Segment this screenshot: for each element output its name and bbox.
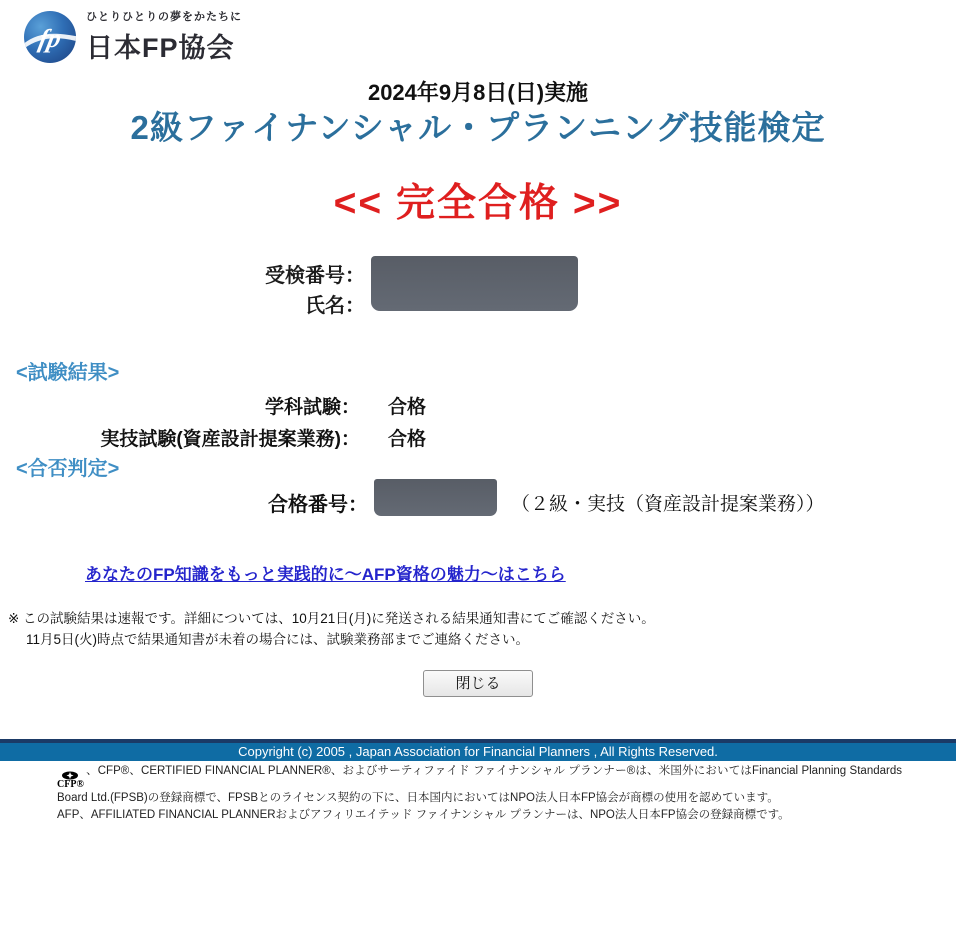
disclaimer-line1: 、CFP®、CERTIFIED FINANCIAL PLANNER®、およびサーティファイド ファイナンシャル プランナー®は、米国外においてはFinancial Planning Standards Board Ltd.(FPSB)の登録商標で、FPSBとのライセンス契約の下に、日本国内においてはNPO法人日本FP協会が商標の使用を認めています。 [57, 765, 902, 804]
practical-exam-result: 合格 [388, 429, 427, 450]
practical-exam-label: 実技試験(資産設計提案業務)： [100, 429, 360, 450]
written-exam-label: 学科試験： [264, 397, 360, 418]
close-button[interactable]: 閉じる [423, 670, 533, 697]
exam-title: 2級ファイナンシャル・プランニング技能検定 [130, 109, 826, 146]
exam-number-label: 受検番号： [265, 265, 365, 287]
logo-text [86, 8, 242, 65]
notice-line1: ※ この試験結果は速報です。詳細については、10月21日(月)に発送される結果通知書にてご確認ください。 [8, 611, 655, 626]
notice-line2: 11月5日(火)時点で結果通知書が未着の場合には、試験業務部までご連絡ください。 [26, 632, 530, 647]
pass-number-note: （２級・実技（資産設計提案業務）） [511, 494, 825, 515]
afp-info-link[interactable]: あなたのFP知識をもっと実践的に～AFP資格の魅力～はこちら [85, 565, 566, 584]
section-pass-judgement: <合否判定> [16, 458, 120, 480]
pass-number-label: 合格番号： [268, 494, 368, 516]
written-exam-result: 合格 [388, 397, 427, 418]
identity-redaction-box [371, 256, 578, 311]
org-name: 日本FP協会 [86, 33, 235, 63]
fp-globe-icon [24, 11, 76, 63]
disclaimer-line2: AFP、AFFILIATED FINANCIAL PLANNERおよびアフィリエイテッド ファイナンシャル プランナーは、NPO法人日本FP協会の登録商標です。 [57, 809, 790, 821]
cfp-logo-icon [57, 771, 84, 790]
logo-tagline: ひとりひとりの夢をかたちに [86, 11, 242, 23]
footer-bar [0, 739, 956, 761]
notice-text [8, 608, 655, 650]
trademark-disclaimer [57, 763, 902, 824]
copyright-text: Copyright (c) 2005 , Japan Association for Financial Planners , All Rights Reserved. [0, 743, 956, 761]
pass-banner: << 完全合格 >> [333, 182, 623, 225]
cfp-mark-text: CFP® [57, 779, 84, 790]
org-logo [24, 8, 242, 65]
pass-number-redaction-box [374, 479, 497, 516]
fp-monogram: fp [36, 23, 65, 53]
section-exam-results: <試験結果> [16, 362, 120, 384]
name-label: 氏名： [305, 295, 365, 317]
exam-date: 2024年9月8日(日)実施 [367, 80, 589, 105]
